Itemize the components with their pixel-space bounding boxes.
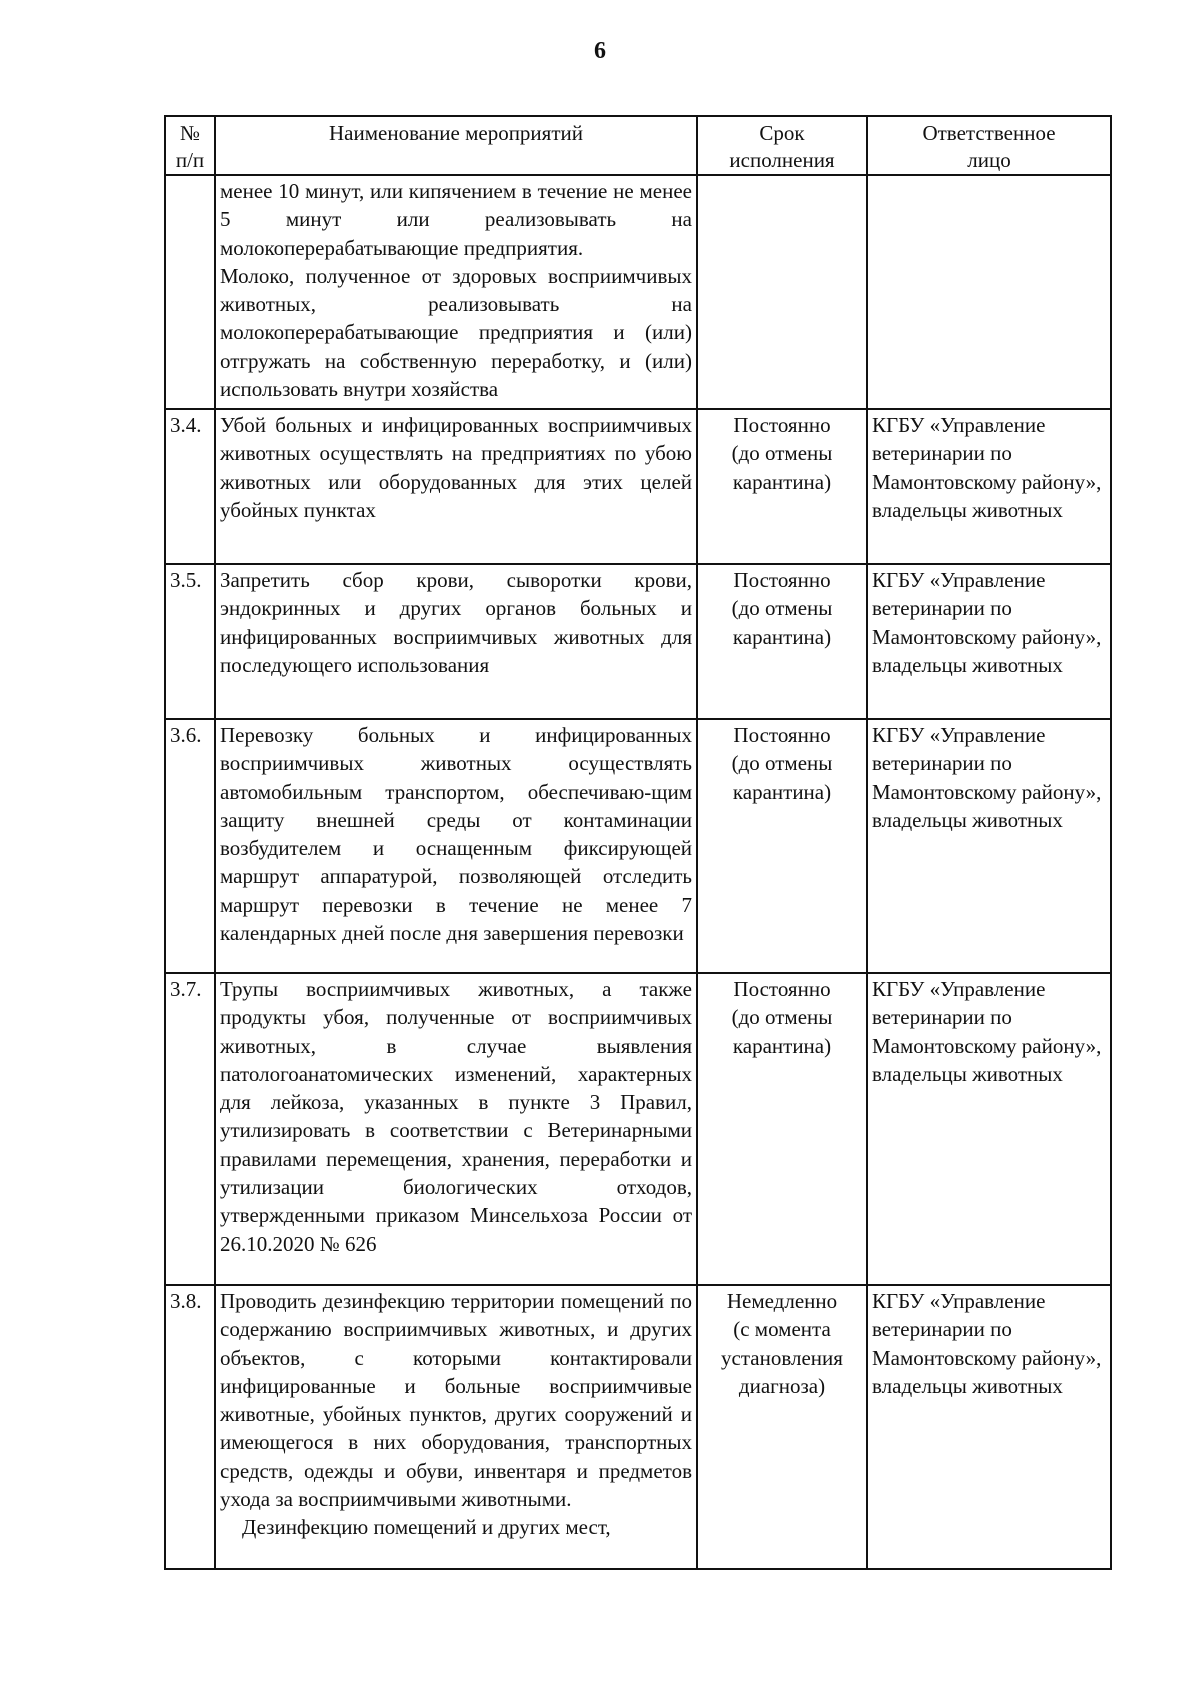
row-activity: Запретить сбор крови, сыворотки крови, эндокринных и других органов больных и инфицированных восприимчивых животных для последующего использования [215, 564, 697, 719]
row-num: 3.5. [165, 564, 215, 719]
row-term [697, 175, 867, 409]
row-num [165, 175, 215, 409]
header-term: Срок исполнения [697, 116, 867, 175]
row-term: Постоянно (до отмены карантина) [697, 719, 867, 973]
table-row [165, 719, 1111, 973]
table-row [165, 564, 1111, 719]
row-term: Постоянно (до отмены карантина) [697, 409, 867, 564]
row-responsible: КГБУ «Управление ветеринарии по Мамонтовскому району», владельцы животных [867, 409, 1111, 564]
row-responsible: КГБУ «Управление ветеринарии по Мамонтовскому району», владельцы животных [867, 564, 1111, 719]
row-responsible [867, 175, 1111, 409]
row-activity: Перевозку больных и инфицированных восприимчивых животных осуществлять автомобильным транспортом, обеспечиваю-щим защиту внешней среды от контаминации возбудителем и оснащенным фиксирующей маршрут аппаратурой, позволяющей отследить маршрут перевозки в течение не менее 7 календарных дней после дня завершения перевозки [215, 719, 697, 973]
row-term: Постоянно (до отмены карантина) [697, 564, 867, 719]
table-row [165, 409, 1111, 564]
row-term: Постоянно (до отмены карантина) [697, 973, 867, 1285]
row-num: 3.4. [165, 409, 215, 564]
row-num: 3.8. [165, 1285, 215, 1569]
row-activity: Убой больных и инфицированных восприимчивых животных осуществлять на предприятиях по убою животных или оборудованных для этих целей убойных пунктах [215, 409, 697, 564]
row-responsible: КГБУ «Управление ветеринарии по Мамонтовскому району», владельцы животных [867, 973, 1111, 1285]
header-activity: Наименование мероприятий [215, 116, 697, 175]
table-row [165, 973, 1111, 1285]
page-number: 6 [594, 38, 606, 64]
row-activity: менее 10 минут, или кипячением в течение не менее 5 минут или реализовывать на молокоперерабатывающие предприятия. Молоко, полученное от здоровых восприимчивых животных, реализовывать на молокоперерабатывающие предприятия и (или) отгружать на собственную переработку, и (или) использовать внутри хозяйства [215, 175, 697, 409]
row-responsible: КГБУ «Управление ветеринарии по Мамонтовскому району», владельцы животных [867, 719, 1111, 973]
row-num: 3.7. [165, 973, 215, 1285]
table-row [165, 175, 1111, 409]
row-responsible: КГБУ «Управление ветеринарии по Мамонтовскому району», владельцы животных [867, 1285, 1111, 1569]
row-term: Немедленно (с момента установления диагноза) [697, 1285, 867, 1569]
header-responsible: Ответственное лицо [867, 116, 1111, 175]
row-activity: Проводить дезинфекцию территории помещений по содержанию восприимчивых животных, и других объектов, с которыми контактировали инфицированные и больные восприимчивые животные, убойных пунктов, других сооружений и имеющегося в них оборудования, транспортных средств, одежды и обуви, инвентаря и предметов ухода за восприимчивыми животными. Дезинфекцию помещений и других мест, [215, 1285, 697, 1569]
header-num: № п/п [165, 116, 215, 175]
table-row [165, 1285, 1111, 1569]
activity-plan-table [164, 115, 1112, 1570]
row-activity: Трупы восприимчивых животных, а также продукты убоя, полученные от восприимчивых животных, в случае выявления патологоанатомических изменений, характерных для лейкоза, указанных в пункте 3 Правил, утилизировать в соответствии с Ветеринарными правилами перемещения, хранения, переработки и утилизации биологических отходов, утвержденными приказом Минсельхоза России от 26.10.2020 № 626 [215, 973, 697, 1285]
row-num: 3.6. [165, 719, 215, 973]
table-header-row [165, 116, 1111, 175]
